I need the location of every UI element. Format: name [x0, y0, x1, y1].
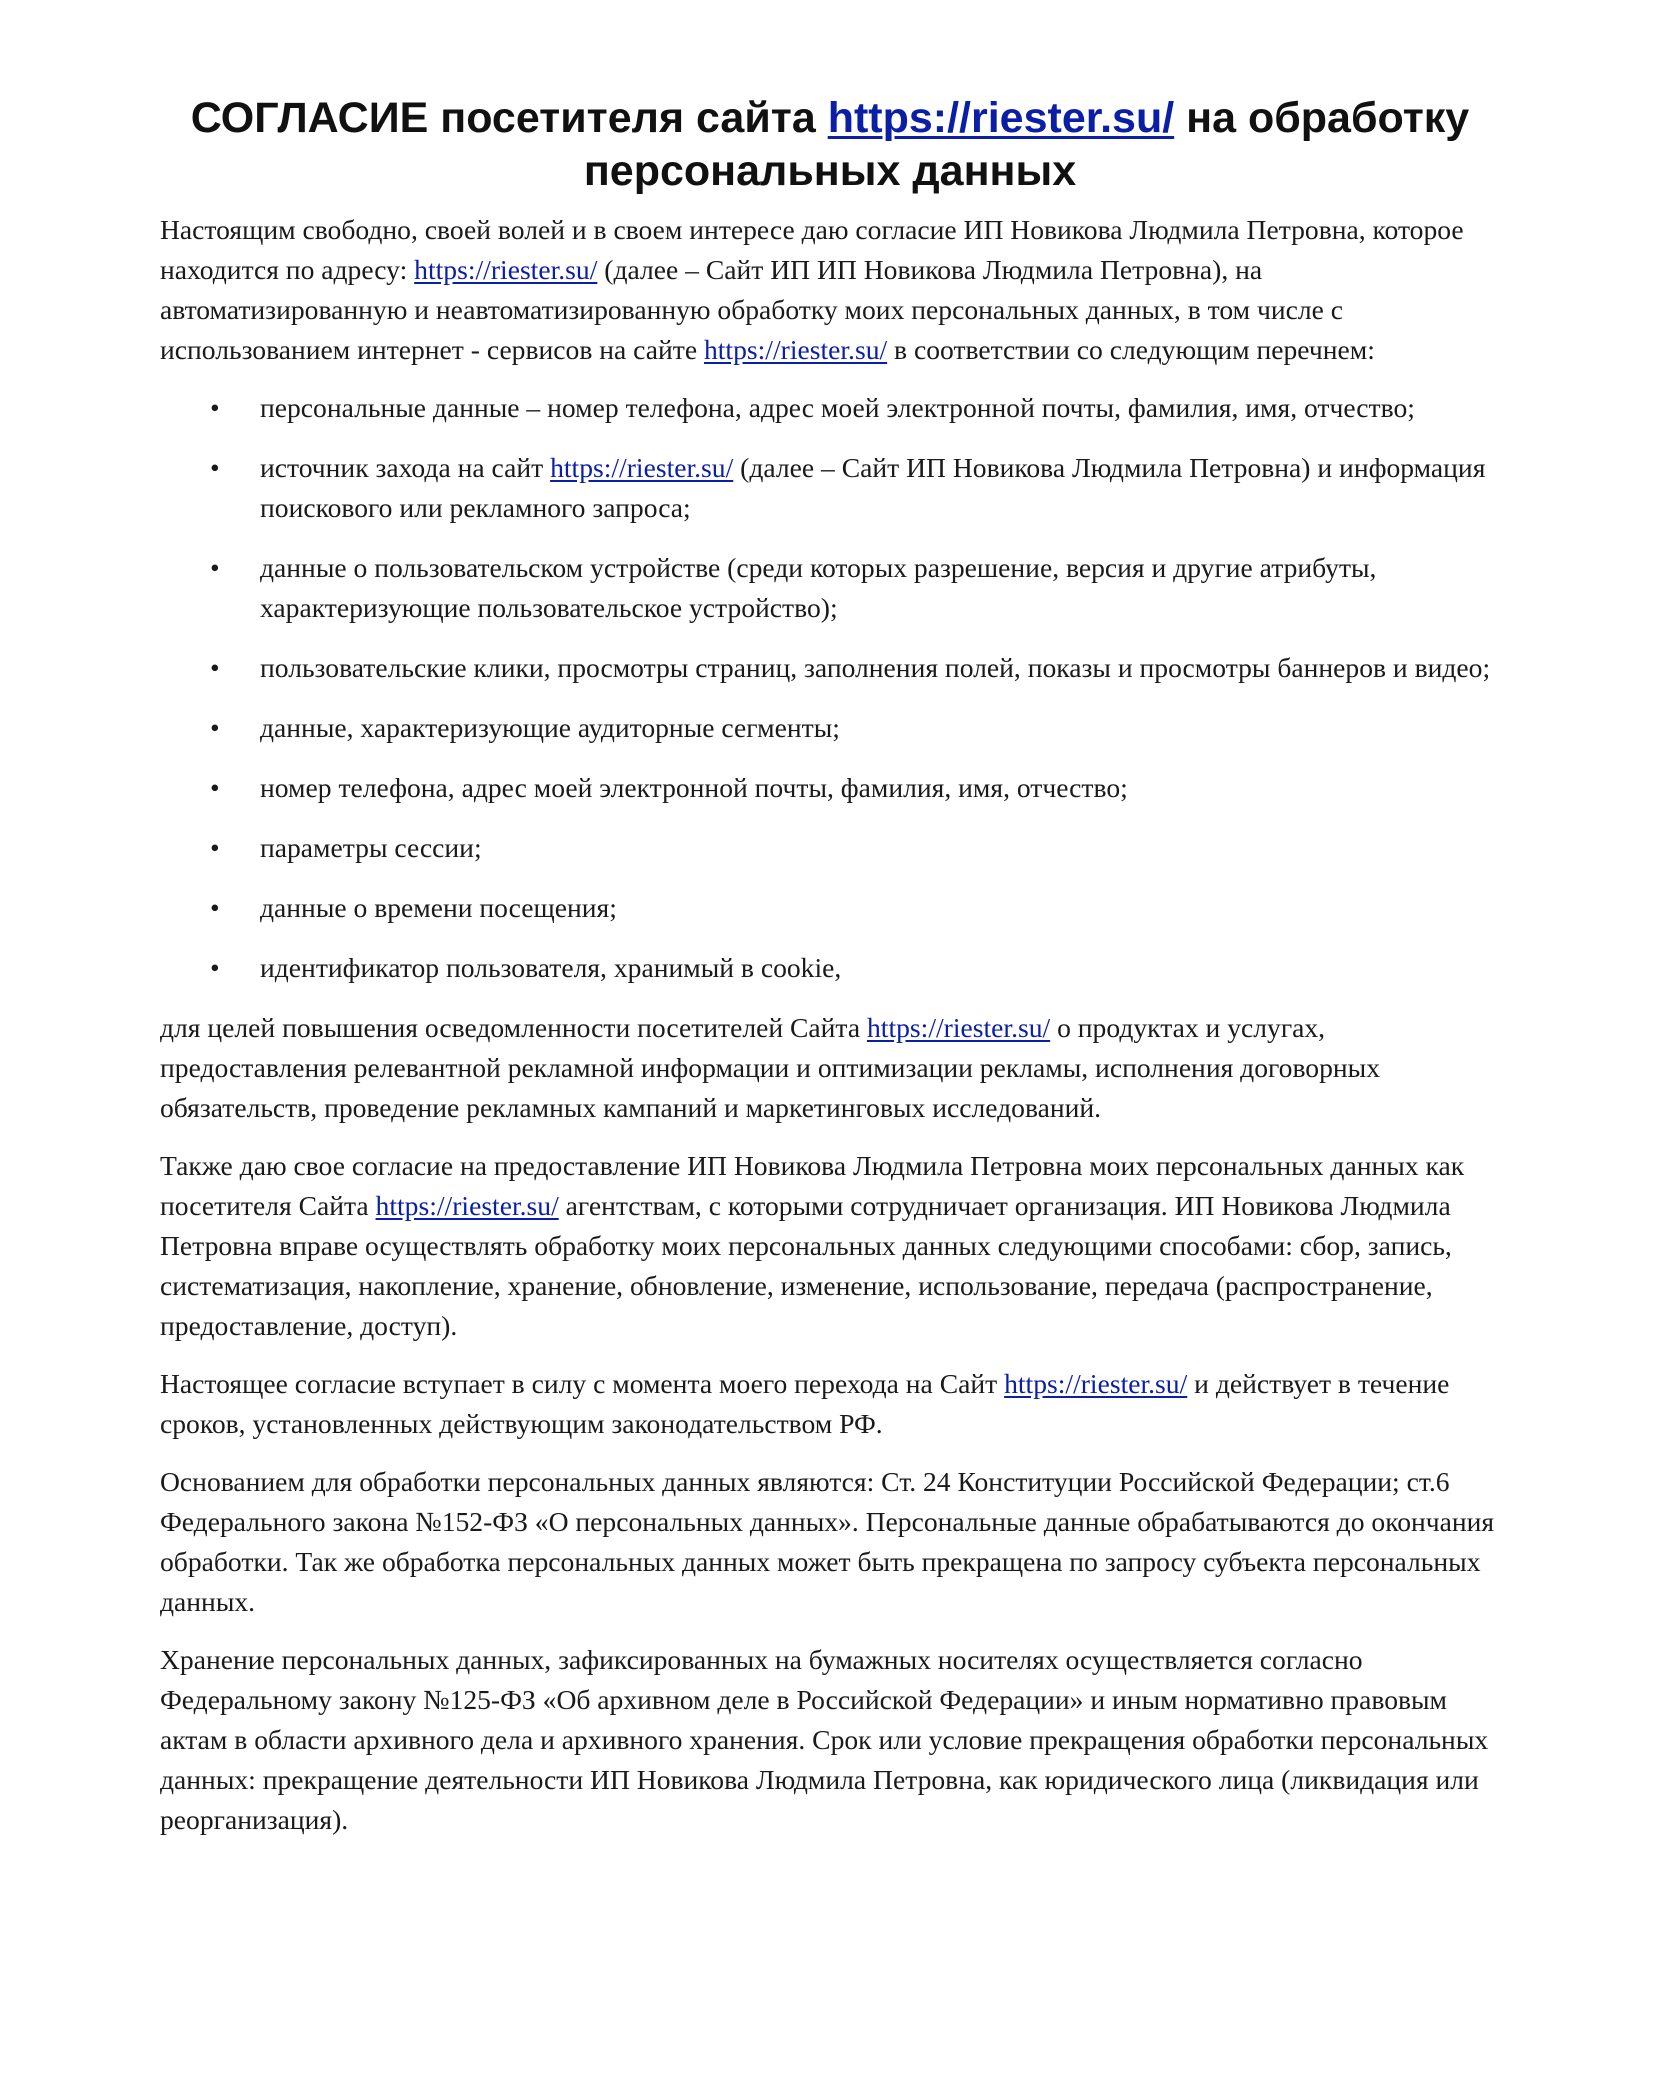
- validity-site-link[interactable]: https://riester.su/: [1004, 1368, 1188, 1399]
- validity-text-2: и действует в течение сроков, установленных действующим законодательством РФ.: [160, 1368, 1450, 1439]
- list-item: [160, 948, 1500, 988]
- list-item-site-link[interactable]: https://riester.su/: [550, 452, 734, 483]
- basis-paragraph: Основанием для обработки персональных данных являются: Ст. 24 Конституции Российской Федерации; ст.6 Федерального закона №152-ФЗ «О персональных данных». Персональные данные обрабатываются до окончания обработки. Так же обработка персональных данных может быть прекращена по запросу субъекта персональных данных.: [160, 1466, 1495, 1617]
- list-item-text: данные о пользовательском устройстве (среди которых разрешение, версия и другие атрибуты, характеризующие пользовательское устройство);: [260, 552, 1377, 623]
- bullet-icon: •: [210, 652, 220, 683]
- bullet-icon: •: [210, 552, 220, 583]
- list-item-text: пользовательские клики, просмотры страниц, заполнения полей, показы и просмотры баннеров и видео;: [260, 652, 1491, 683]
- list-item: [160, 888, 1500, 928]
- list-item: [160, 548, 1500, 628]
- title-text-after: на обработку персональных данных: [583, 94, 1470, 195]
- bullet-icon: •: [210, 392, 220, 423]
- intro-site-link-2[interactable]: https://riester.su/: [703, 334, 888, 365]
- consent-site-link[interactable]: https://riester.su/: [375, 1190, 559, 1221]
- list-item-text: персональные данные – номер телефона, адрес моей электронной почты, фамилия, имя, отчество;: [260, 392, 1415, 423]
- intro-paragraph: [160, 210, 1500, 370]
- document-title: [160, 92, 1500, 198]
- list-item-text-after: (далее – Сайт ИП Новикова Людмила Петровна) и информация поискового или рекламного запроса;: [260, 452, 1486, 523]
- bullet-icon: •: [210, 832, 220, 863]
- list-item-text-before: источник захода на сайт: [260, 452, 551, 483]
- list-item-text: [260, 452, 1485, 523]
- title-text-before: СОГЛАСИЕ посетителя сайта: [190, 94, 828, 142]
- list-item-text: параметры сессии;: [260, 832, 482, 863]
- purpose-text-2: о продуктах и услугах, предоставления релевантной рекламной информации и оптимизации рекламы, исполнения договорных обязательств, проведение рекламных кампаний и маркетинговых исследований.: [160, 1012, 1380, 1123]
- storage-paragraph: Хранение персональных данных, зафиксированных на бумажных носителях осуществляется согласно Федеральному закону №125-ФЗ «Об архивном деле в Российской Федерации» и иным нормативно правовым актам в области архивного дела и архивного хранения. Срок или условие прекращения обработки персональных данных: прекращение деятельности ИП Новикова Людмила Петровна, как юридического лица (ликвидация или реорганизация).: [160, 1644, 1489, 1835]
- intro-text-1: Настоящим свободно, своей волей и в своем интересе даю согласие ИП Новикова Людмила Петровна, которое находится по адресу:: [160, 214, 1464, 285]
- purpose-paragraph: [160, 1008, 1500, 1128]
- intro-site-link-1[interactable]: https://riester.su/: [414, 254, 598, 285]
- bullet-icon: •: [210, 772, 220, 803]
- bullet-icon: •: [210, 452, 220, 483]
- list-item: [160, 768, 1500, 808]
- list-item: [160, 448, 1500, 528]
- list-item: [160, 648, 1500, 688]
- title-site-link[interactable]: https://riester.su/: [827, 94, 1175, 142]
- bullet-icon: •: [210, 952, 220, 983]
- intro-text-2: (далее – Сайт ИП ИП Новикова Людмила Петровна), на автоматизированную и неавтоматизированную обработку моих персональных данных, в том числе с использованием интернет - сервисов на сайте: [160, 254, 1343, 365]
- intro-text-3: в соответствии со следующим перечнем:: [887, 334, 1375, 365]
- purpose-site-link[interactable]: https://riester.su/: [866, 1012, 1051, 1043]
- list-item: [160, 708, 1500, 748]
- list-item-text: номер телефона, адрес моей электронной почты, фамилия, имя, отчество;: [260, 772, 1128, 803]
- consent-text-2: агентствам, с которыми сотрудничает организация. ИП Новикова Людмила Петровна вправе осуществлять обработку моих персональных данных следующими способами: сбор, запись, систематизация, накопление, хранение, обновление, изменение, использование, передача (распространение, предоставление, доступ).: [160, 1190, 1452, 1341]
- validity-paragraph: [160, 1364, 1500, 1444]
- list-item-text: идентификатор пользователя, хранимый в cookie,: [260, 952, 842, 983]
- data-list: [160, 388, 1500, 988]
- list-item-text: данные, характеризующие аудиторные сегменты;: [260, 712, 840, 743]
- consent-paragraph: [160, 1146, 1500, 1346]
- document-page: [160, 92, 1500, 1858]
- bullet-icon: •: [210, 712, 220, 743]
- list-item-text: данные о времени посещения;: [260, 892, 617, 923]
- list-item: [160, 828, 1500, 868]
- validity-text-1: Настоящее согласие вступает в силу с момента моего перехода на Сайт: [160, 1368, 1005, 1399]
- consent-text-1: Также даю свое согласие на предоставление ИП Новикова Людмила Петровна моих персональных данных как посетителя Сайта: [160, 1150, 1465, 1221]
- bullet-icon: •: [210, 892, 220, 923]
- purpose-text-1: для целей повышения осведомленности посетителей Сайта: [160, 1012, 867, 1043]
- list-item: [160, 388, 1500, 428]
